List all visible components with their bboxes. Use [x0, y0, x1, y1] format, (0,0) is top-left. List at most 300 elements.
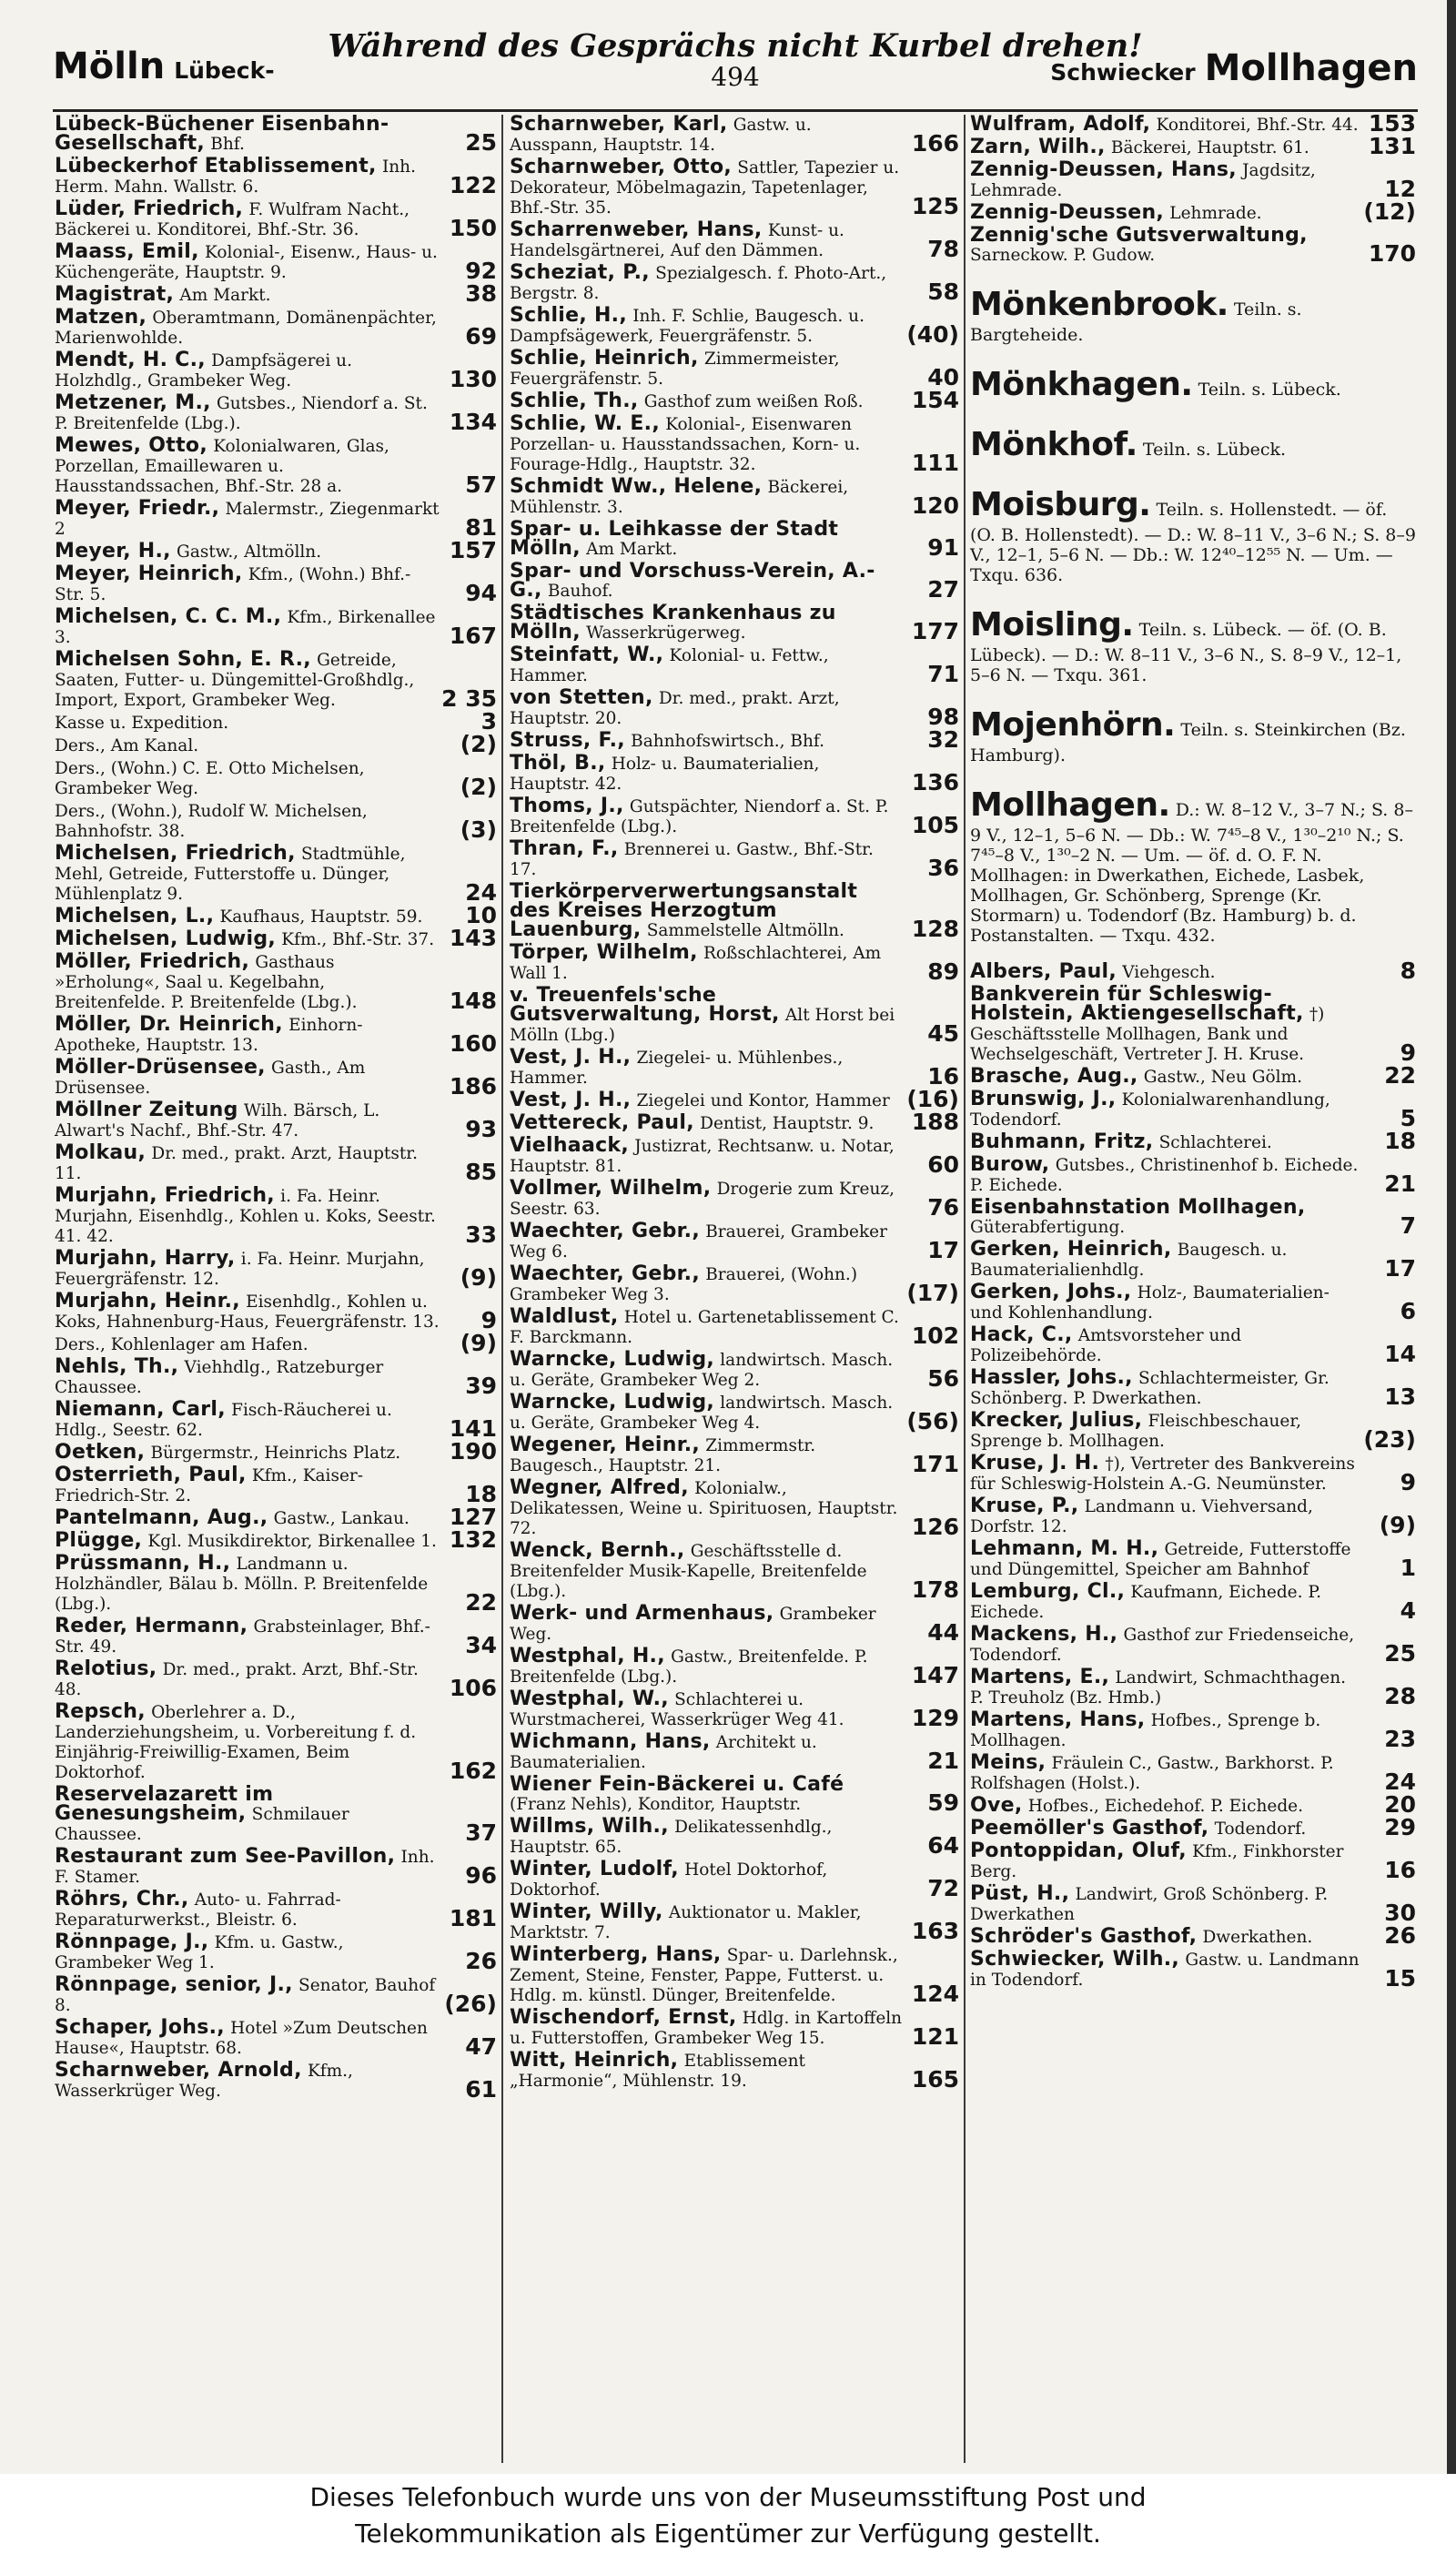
phone-number: 150	[449, 215, 497, 241]
phone-number: 166	[911, 130, 959, 157]
phone-number: 153	[1368, 110, 1416, 137]
phone-number: 178	[911, 1576, 959, 1603]
subscriber-name: Bankverein für Schleswig-Holstein, Aktiengesellschaft,	[970, 983, 1304, 1025]
phone-number: 4	[1400, 1597, 1416, 1624]
phone-number: 163	[911, 1918, 959, 1944]
subscriber-details: Fleischbeschauer, Sprenge b. Mollhagen.	[970, 1412, 1302, 1451]
place-heading	[970, 705, 1416, 765]
phone-number: 22	[465, 1589, 497, 1616]
subscriber-details: Kaufmann, Eichede. P. Eichede.	[970, 1583, 1321, 1622]
phone-number: 24	[1384, 1769, 1416, 1795]
subscriber-details: Gastw. u. Landmann in Todendorf.	[970, 1951, 1360, 1990]
subscriber-details: Dr. med., prakt. Arzt, Bhf.-Str. 48.	[55, 1660, 419, 1699]
listing-entry	[510, 1435, 959, 1475]
phone-number: 9	[1400, 1039, 1416, 1066]
header-left-place: Mölln	[53, 46, 166, 87]
phone-number: (40)	[906, 321, 959, 348]
subscriber-details: Grabsteinlager, Bhf.-Str. 49.	[55, 1617, 430, 1657]
listing-entry	[970, 1625, 1416, 1665]
phone-number: 5	[1400, 1105, 1416, 1131]
subscriber-name: Vollmer, Wilhelm,	[510, 1177, 712, 1200]
listing-entry	[55, 436, 497, 496]
place-heading	[970, 605, 1416, 685]
listing-column-3	[970, 110, 1416, 1992]
subscriber-details: Ders., Kohlenlager am Hafen.	[55, 1335, 308, 1354]
subscriber-name: Schaper, Johs.,	[55, 2016, 225, 2039]
subscriber-details: Bäckerei, Mühlenstr. 3.	[510, 478, 849, 517]
listing-entry	[970, 1198, 1416, 1237]
phone-number: 36	[927, 855, 959, 881]
subscriber-name: Lehmann, M. H.,	[970, 1537, 1159, 1560]
subscriber-details: Bahnhofswirtsch., Bhf.	[631, 732, 824, 751]
phone-number: 28	[1384, 1683, 1416, 1709]
subscriber-details: Kfm., Birkenallee 3.	[55, 608, 436, 647]
subscriber-name: Winterberg, Hans,	[510, 1943, 722, 1966]
phone-number: 26	[1384, 1922, 1416, 1949]
subscriber-name: Albers, Paul,	[970, 960, 1117, 983]
listing-entry	[970, 1539, 1416, 1579]
subscriber-name: Scheziat, P.,	[510, 261, 650, 284]
listing-entry	[55, 1438, 497, 1464]
phone-number: 170	[1368, 240, 1416, 267]
subscriber-name: Spar- u. Leihkasse der Stadt Mölln,	[510, 518, 839, 560]
listing-entry	[55, 393, 497, 433]
phone-number: 122	[449, 172, 497, 198]
listing-entry	[55, 1100, 497, 1140]
listing-entry	[510, 1109, 959, 1135]
subscriber-details: Senator, Bauhof 8.	[55, 1976, 436, 2015]
listing-entry	[510, 943, 959, 983]
phone-number: 121	[911, 2023, 959, 2050]
listing-entry	[55, 157, 497, 197]
subscriber-name: Brunswig, J.,	[970, 1088, 1117, 1110]
subscriber-name: Michelsen, Friedrich,	[55, 842, 296, 865]
listing-entry	[55, 801, 497, 841]
phone-number: 16	[1384, 1857, 1416, 1883]
listing-entry	[970, 1950, 1416, 1990]
phone-number: 13	[1384, 1383, 1416, 1410]
subscriber-details: Brennerei u. Gastw., Bhf.-Str. 17.	[510, 840, 874, 879]
phone-number: (9)	[460, 1330, 497, 1356]
subscriber-name: Wichmann, Hans,	[510, 1730, 711, 1753]
subscriber-name: Waechter, Gebr.,	[510, 1262, 700, 1285]
listing-entry	[970, 1841, 1416, 1881]
header-right-range	[1050, 47, 1418, 89]
listing-entry	[970, 1814, 1416, 1840]
phone-number: 64	[927, 1832, 959, 1859]
subscriber-details: Ders., Am Kanal.	[55, 736, 199, 755]
phone-number: 186	[449, 1073, 497, 1100]
listing-entry	[55, 1058, 497, 1098]
phone-number: 85	[465, 1159, 497, 1185]
header-rule	[53, 109, 1418, 112]
subscriber-name: Tierkörperverwertungsanstalt des Kreises Herzogtum Lauenburg,	[510, 880, 858, 941]
listing-entry	[510, 263, 959, 303]
phone-number: 17	[927, 1237, 959, 1263]
phone-number: 20	[1384, 1791, 1416, 1818]
subscriber-name: Hack, C.,	[970, 1323, 1073, 1346]
subscriber-name: Scharnweber, Karl,	[510, 113, 728, 136]
subscriber-details: Auto- u. Fahrrad-Reparaturwerkst., Bleistr. 6.	[55, 1890, 341, 1930]
phone-number: 26	[465, 1948, 497, 1974]
phone-number: 14	[1384, 1341, 1416, 1367]
subscriber-details: Holz- u. Baumaterialien, Hauptstr. 42.	[510, 755, 820, 794]
listing-entry	[510, 1647, 959, 1687]
footer-line-2: Telekommunikation als Eigentümer zur Verfügung gestellt.	[355, 2519, 1101, 2549]
subscriber-details: Kolonial-, Eisenw., Haus- u. Küchengeräte, Hauptstr. 9.	[55, 243, 438, 282]
phone-number: 91	[927, 534, 959, 561]
phone-number: 40	[927, 364, 959, 390]
listing-entry	[510, 306, 959, 346]
subscriber-details: Hofbes., Eichedehof. P. Eichede.	[1027, 1797, 1303, 1816]
subscriber-details: Jagdsitz, Lehmrade.	[970, 161, 1316, 200]
subscriber-details: Schlachterei u. Wurstmacherei, Wasserkrüger Weg 41.	[510, 1690, 844, 1729]
phone-number: 23	[1384, 1726, 1416, 1752]
listing-entry	[510, 477, 959, 517]
subscriber-name: Wiener Fein-Bäckerei u. Café	[510, 1773, 844, 1796]
subscriber-name: Martens, E.,	[970, 1666, 1110, 1688]
subscriber-name: Restaurant zum See-Pavillon,	[55, 1845, 396, 1868]
subscriber-name: Gerken, Johs.,	[970, 1281, 1132, 1303]
subscriber-details: Stadtmühle, Mehl, Getreide, Futterstoffe u. Dünger, Mühlenplatz 9.	[55, 845, 406, 904]
listing-entry	[970, 1667, 1416, 1708]
subscriber-name: Mendt, H. C.,	[55, 349, 206, 371]
subscriber-name: Witt, Heinrich,	[510, 2049, 679, 2072]
subscriber-details: Hotel Doktorhof, Doktorhof.	[510, 1860, 828, 1900]
phone-number: 177	[911, 618, 959, 644]
listing-entry	[510, 1393, 959, 1433]
subscriber-name: Schlie, Th.,	[510, 390, 639, 412]
subscriber-details: Auktionator u. Makler, Marktstr. 7.	[510, 1903, 862, 1942]
subscriber-name: Thoms, J.,	[510, 795, 624, 817]
place-details: D.: W. 8–12 V., 3–7 N.; S. 8–9 V., 12–1, 5–6 N. — Db.: W. 7⁴⁵–8 V., 1³⁰–2¹⁰ N.; S. 7⁴⁵–8 V., 1³⁰–2 N. — Um. — öf. d. O. F. N. Mollhagen: in Dwerkathen, Eichede, Lasbek, Mollhagen, Gr. Schönberg, Sprenge (Kr. Stormarn) u. Todendorf (Bz. Hamburg) b. d. Postanstalten. — Txqu. 432.	[970, 800, 1413, 946]
subscriber-name: Lübeck-Büchener Eisenbahn-Gesellschaft,	[55, 113, 389, 155]
phone-number: 148	[449, 988, 497, 1014]
subscriber-details: Brauerei, (Wohn.) Grambeker Weg 3.	[510, 1265, 858, 1304]
phone-number: 34	[465, 1632, 497, 1658]
phone-number: 56	[927, 1365, 959, 1392]
subscriber-details: Sammelstelle Altmölln.	[646, 921, 844, 940]
phone-number: (17)	[906, 1280, 959, 1306]
listing-entry	[510, 1775, 959, 1814]
header-left-range	[53, 46, 275, 87]
subscriber-details: Oberamtmann, Domänenpächter, Marienwohlde.	[55, 309, 437, 348]
listing-entry	[55, 242, 497, 282]
listing-entry	[970, 985, 1416, 1064]
subscriber-name: Murjahn, Friedrich,	[55, 1184, 275, 1207]
subscriber-name: Wulfram, Adolf,	[970, 113, 1151, 136]
subscriber-name: Peemöller's Gasthof,	[970, 1817, 1209, 1839]
subscriber-details: Kasse u. Expedition.	[55, 714, 229, 733]
place-details: Teiln. s. Bargteheide.	[970, 299, 1302, 345]
subscriber-name: Michelsen, C. C. M.,	[55, 605, 282, 628]
subscriber-details: F. Wulfram Nacht., Bäckerei u. Konditorei, Bhf.-Str. 36.	[55, 200, 410, 239]
subscriber-details: Hotel »Zum Deutschen Hause«, Hauptstr. 68.	[55, 2019, 428, 2058]
subscriber-name: Schlie, W. E.,	[510, 412, 660, 435]
phone-number: 147	[911, 1662, 959, 1688]
subscriber-name: Schwiecker, Wilh.,	[970, 1948, 1180, 1971]
subscriber-name: Winter, Willy,	[510, 1900, 663, 1923]
listing-entry	[55, 1465, 497, 1505]
listing-entry	[510, 387, 959, 413]
subscriber-name: Molkau,	[55, 1141, 147, 1164]
subscriber-details: Getreide, Futterstoffe und Düngemittel, Speicher am Bahnhof	[970, 1540, 1351, 1579]
listing-entry	[510, 1817, 959, 1857]
page-header	[53, 27, 1418, 109]
subscriber-details: landwirtsch. Masch. u. Geräte, Grambeker Weg 2.	[510, 1351, 894, 1390]
listing-entry	[970, 1090, 1416, 1130]
subscriber-details: Kfm., Kaiser-Friedrich-Str. 2.	[55, 1466, 363, 1505]
subscriber-details: Gastw., Breitenfelde. P. Breitenfelde (Lbg.).	[510, 1647, 868, 1687]
listing-entry	[510, 1902, 959, 1942]
listing-entry	[510, 1604, 959, 1644]
listing-entry	[510, 1179, 959, 1219]
listing-entry	[970, 1582, 1416, 1622]
phone-number: 22	[1384, 1062, 1416, 1089]
subscriber-name: Wischendorf, Ernst,	[510, 2006, 737, 2029]
listing-entry	[510, 1086, 959, 1112]
subscriber-details: Zimmermstr. Baugesch., Hauptstr. 21.	[510, 1436, 816, 1475]
phone-number: 60	[927, 1151, 959, 1178]
listing-entry	[510, 2008, 959, 2048]
phone-number: (9)	[460, 1264, 497, 1291]
listing-entry	[510, 2051, 959, 2091]
subscriber-name: Steinfatt, W.,	[510, 644, 664, 666]
phone-number: 16	[927, 1063, 959, 1090]
subscriber-details: Hofbes., Sprenge b. Mollhagen.	[970, 1711, 1321, 1750]
phone-number: 92	[465, 258, 497, 284]
scan-edge	[1447, 0, 1456, 2474]
phone-number: 130	[449, 366, 497, 392]
listing-entry	[55, 708, 497, 735]
subscriber-name: Zennig'sche Gutsverwaltung,	[970, 224, 1308, 247]
listing-entry	[510, 726, 959, 753]
phone-number: 105	[911, 812, 959, 838]
phone-number: 125	[911, 193, 959, 219]
subscriber-name: Waldlust,	[510, 1305, 619, 1328]
listing-entry	[510, 1732, 959, 1772]
listing-entry	[970, 1496, 1416, 1536]
phone-number: 98	[927, 704, 959, 730]
phone-number: 24	[465, 879, 497, 906]
subscriber-details: Kolonial- u. Fettw., Hammer.	[510, 646, 829, 685]
place-details: Teiln. s. Lübeck.	[1198, 380, 1341, 400]
subscriber-name: Eisenbahnstation Mollhagen,	[970, 1196, 1306, 1219]
subscriber-details: Todendorf.	[1214, 1819, 1307, 1839]
subscriber-details: Viehgesch.	[1122, 963, 1216, 982]
phone-number: 188	[911, 1109, 959, 1135]
phone-number: 9	[1400, 1469, 1416, 1495]
subscriber-details: Alt Horst bei Mölln (Lbg.)	[510, 1006, 895, 1045]
subscriber-details: Kfm., Finkhorster Berg.	[970, 1842, 1344, 1881]
listing-entry	[970, 1884, 1416, 1924]
subscriber-name: Zennig-Deussen,	[970, 201, 1165, 224]
phone-number: 102	[911, 1323, 959, 1349]
subscriber-name: Scharnweber, Otto,	[510, 156, 733, 178]
listing-entry	[55, 199, 497, 239]
subscriber-name: Schlie, Heinrich,	[510, 347, 699, 370]
listing-entry	[510, 688, 959, 728]
subscriber-details: Wilh. Bärsch, L. Alwart's Nachf., Bhf.-Str. 47.	[55, 1101, 380, 1140]
phone-number: 171	[911, 1451, 959, 1477]
subscriber-name: Vettereck, Paul,	[510, 1111, 694, 1134]
subscriber-name: Reservelazarett im Genesungsheim,	[55, 1783, 274, 1825]
subscriber-details: Grambeker Weg.	[510, 1605, 876, 1644]
subscriber-name: Hassler, Johs.,	[970, 1366, 1133, 1389]
phone-number: 81	[465, 514, 497, 541]
subscriber-name: Martens, Hans,	[970, 1708, 1146, 1731]
listing-entry	[55, 1015, 497, 1055]
listing-entry	[510, 349, 959, 389]
phone-number: 1	[1400, 1555, 1416, 1581]
subscriber-details: Ders., (Wohn.), Rudolf W. Michelsen, Bahnhofstr. 38.	[55, 802, 368, 841]
subscriber-details: Inh. F. Stamer.	[55, 1848, 435, 1887]
subscriber-name: Buhmann, Fritz,	[970, 1130, 1154, 1153]
subscriber-name: Michelsen, L.,	[55, 905, 215, 927]
listing-entry	[55, 1847, 497, 1887]
listing-entry	[970, 226, 1416, 265]
listing-entry	[55, 844, 497, 904]
listing-column-1	[55, 115, 497, 2103]
page-number: 494	[711, 62, 760, 92]
phone-number: 120	[911, 492, 959, 519]
subscriber-name: Warncke, Ludwig,	[510, 1348, 715, 1371]
listing-entry	[55, 1554, 497, 1614]
listing-entry	[970, 133, 1416, 159]
phone-number: (16)	[906, 1086, 959, 1112]
listing-entry	[55, 1932, 497, 1972]
subscriber-name: Osterrieth, Paul,	[55, 1464, 247, 1486]
subscriber-details: Delikatessenhdlg., Hauptstr. 65.	[510, 1818, 833, 1857]
place-details: Teiln. s. Lübeck.	[1142, 440, 1287, 460]
place-name: Mönkhof.	[970, 426, 1138, 463]
subscriber-details: Kfm. u. Gastw., Grambeker Weg 1.	[55, 1933, 344, 1972]
phone-number: 127	[449, 1504, 497, 1530]
listing-entry	[510, 1541, 959, 1601]
subscriber-details: Sarneckow. P. Gudow.	[970, 246, 1156, 265]
listing-entry	[970, 1791, 1416, 1818]
listing-entry	[510, 645, 959, 685]
subscriber-details: Gutsbes., Christinenhof b. Eichede. P. Eichede.	[970, 1156, 1359, 1195]
place-heading	[970, 485, 1416, 585]
subscriber-details: Spezialgesch. f. Photo-Art., Bergstr. 8.	[510, 264, 887, 303]
phone-number: 129	[911, 1705, 959, 1731]
phone-number: (3)	[460, 816, 497, 843]
subscriber-details: Einhorn-Apotheke, Hauptstr. 13.	[55, 1016, 363, 1055]
subscriber-details: Amtsvorsteher und Polizeibehörde.	[970, 1326, 1242, 1365]
phone-number: 124	[911, 1981, 959, 2007]
phone-number: 2 35	[441, 685, 497, 712]
subscriber-name: Lüder, Friedrich,	[55, 198, 244, 220]
phone-number: 126	[911, 1514, 959, 1540]
subscriber-name: Schlie, H.,	[510, 304, 627, 327]
subscriber-name: Plügge,	[55, 1529, 143, 1552]
subscriber-details: Baugesch. u. Baumaterialienhdlg.	[970, 1241, 1288, 1280]
subscriber-name: Matzen,	[55, 306, 147, 329]
subscriber-details: Justizrat, Rechtsanw. u. Notar, Hauptstr. 81.	[510, 1137, 895, 1176]
subscriber-details: Zimmermeister, Feuergräfenstr. 5.	[510, 350, 840, 389]
phone-number: 27	[927, 576, 959, 603]
listing-entry	[510, 1307, 959, 1347]
phone-number: 15	[1384, 1965, 1416, 1992]
listing-entry	[55, 1357, 497, 1397]
subscriber-details: Dampfsägerei u. Holzhdlg., Grambeker Weg.	[55, 351, 352, 390]
phone-number: 37	[465, 1819, 497, 1846]
subscriber-details: Hotel u. Gartenetablissement C. F. Barckmann.	[510, 1308, 899, 1347]
listing-entry	[970, 1368, 1416, 1408]
subscriber-details: Gastw., Lankau.	[273, 1509, 410, 1528]
subscriber-name: Mewes, Otto,	[55, 434, 207, 457]
listing-entry	[510, 1048, 959, 1088]
subscriber-name: Lemburg, Cl.,	[970, 1580, 1126, 1603]
subscriber-details: Ziegelei- u. Mühlenbes., Hammer.	[510, 1049, 844, 1088]
phone-number: 30	[1384, 1900, 1416, 1926]
place-name: Mönkhagen.	[970, 366, 1193, 403]
subscriber-details: Dr. med., prakt. Arzt, Hauptstr. 20.	[510, 689, 840, 728]
subscriber-details: Gasthof zur Friedenseiche, Todendorf.	[970, 1626, 1355, 1665]
listing-entry	[510, 1264, 959, 1304]
phone-number: 12	[1384, 176, 1416, 202]
phone-number: 96	[465, 1862, 497, 1889]
subscriber-name: Spar- und Vorschuss-Verein, A.-G.,	[510, 560, 875, 602]
subscriber-details: Bhf.	[210, 135, 245, 154]
subscriber-details: Viehhdlg., Ratzeburger Chaussee.	[55, 1358, 384, 1397]
header-left-sub: Lübeck-	[174, 57, 275, 84]
phone-number: 58	[927, 279, 959, 305]
subscriber-name: Törper, Wilhelm,	[510, 941, 698, 964]
listing-entry	[55, 1504, 497, 1530]
phone-number: (9)	[1379, 1512, 1416, 1538]
column-divider	[501, 115, 503, 2463]
subscriber-details: Inh. Herm. Mahn. Wallstr. 6.	[55, 157, 416, 197]
subscriber-details: Kolonial-, Eisenwaren Porzellan- u. Hausstandssachen, Korn- u. Fourage-Hdlg., Hauptstr. 32.	[510, 415, 861, 474]
listing-entry	[510, 414, 959, 474]
subscriber-name: Schmidt Ww., Helene,	[510, 475, 763, 498]
subscriber-details: Gasthaus »Erholung«, Saal u. Kegelbahn, Breitenfelde. P. Breitenfelde (Lbg.).	[55, 953, 358, 1012]
place-name: Moisburg.	[970, 486, 1151, 523]
subscriber-name: Vest, J. H.,	[510, 1089, 632, 1111]
subscriber-name: Möller, Dr. Heinrich,	[55, 1013, 283, 1036]
place-heading	[970, 365, 1416, 405]
subscriber-name: Murjahn, Heinr.,	[55, 1290, 240, 1312]
subscriber-details: Malermstr., Ziegenmarkt 2	[55, 500, 440, 539]
phone-number: 8	[1400, 958, 1416, 984]
subscriber-details: †), Vertreter des Bankvereins für Schleswig-Holstein A.-G. Neumünster.	[970, 1454, 1355, 1494]
header-right-place: Mollhagen	[1204, 47, 1418, 89]
subscriber-name: Röhrs, Chr.,	[55, 1888, 189, 1910]
subscriber-details: Roßschlachterei, Am Wall 1.	[510, 944, 882, 983]
listing-entry	[510, 1350, 959, 1390]
listing-entry	[510, 520, 959, 559]
subscriber-name: Wenck, Bernh.,	[510, 1539, 685, 1562]
subscriber-name: Westphal, H.,	[510, 1645, 665, 1667]
phone-number: 93	[465, 1116, 497, 1142]
subscriber-name: Westphal, W.,	[510, 1687, 669, 1710]
subscriber-name: Wegener, Heinr.,	[510, 1434, 701, 1456]
subscriber-details: Getreide, Saaten, Futter- u. Düngemittel-Großhdlg., Import, Export, Grambeker Weg.	[55, 651, 415, 710]
subscriber-name: Oetken,	[55, 1441, 146, 1464]
phone-number: 190	[449, 1438, 497, 1464]
phone-number: 76	[927, 1194, 959, 1221]
column-divider	[964, 115, 966, 2463]
phone-number: 59	[927, 1789, 959, 1816]
listing-entry	[510, 1860, 959, 1900]
phone-number: 128	[911, 916, 959, 942]
subscriber-name: Städtisches Krankenhaus zu Mölln,	[510, 602, 836, 644]
subscriber-details: Dr. med., prakt. Arzt, Hauptstr. 11.	[55, 1144, 418, 1183]
subscriber-details: Schlachterei.	[1158, 1133, 1272, 1152]
phone-number: 162	[449, 1758, 497, 1784]
